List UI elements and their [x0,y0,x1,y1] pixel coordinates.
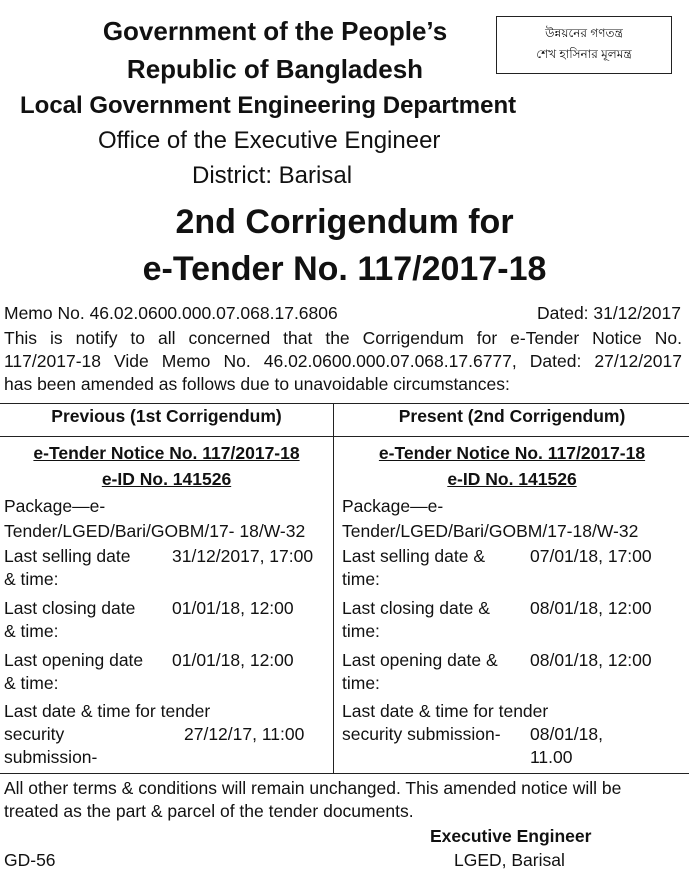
present-opening-label: Last opening date & [342,650,498,670]
government-title-line1: Government of the People’s [102,16,448,46]
table-column-divider [333,403,334,773]
table-header-border [0,436,689,437]
intro-line3: has been amended as follows due to unavoidable circumstances: [4,374,510,394]
slogan-line2: শেখ হাসিনার মূলমন্ত্র [536,47,632,61]
footer-line2: treated as the part & parcel of the tender documents. [4,801,414,821]
table-top-border [0,403,689,404]
present-opening-label-2: time: [342,673,380,693]
district-name: District: Barisal [192,162,353,189]
present-security-value: 08/01/18, [530,724,603,744]
department-name: Local Government Engineering Department [20,92,517,119]
present-security-label: Last date & time for tender [342,701,549,721]
present-selling-value: 07/01/18, 17:00 [530,546,652,566]
previous-eid: e-ID No. 141526 [101,469,232,489]
previous-opening-value: 01/01/18, 12:00 [172,650,294,670]
previous-security-label-2: security [4,724,65,744]
gd-number: GD-56 [4,850,56,870]
present-closing-label: Last closing date & [342,598,490,618]
previous-package-label: Package—e- [4,496,106,516]
previous-security-label: Last date & time for tender [4,701,211,721]
previous-closing-value: 01/01/18, 12:00 [172,598,294,618]
present-closing-label-2: time: [342,621,380,641]
signatory-office: LGED, Barisal [454,850,565,870]
previous-opening-label: Last opening date [4,650,144,670]
footer-line1: All other terms & conditions will remain unchanged. This amended notice will be [4,778,622,798]
previous-package-value: Tender/LGED/Bari/GOBM/17- 18/W-32 [4,521,306,541]
present-closing-value: 08/01/18, 12:00 [530,598,652,618]
present-package-value: Tender/LGED/Bari/GOBM/17-18/W-32 [342,521,639,541]
office-name: Office of the Executive Engineer [98,127,441,154]
present-selling-label: Last selling date & [342,546,486,566]
previous-notice-no: e-Tender Notice No. 117/2017-18 [33,443,300,463]
previous-column-heading: Previous (1st Corrigendum) [51,406,282,426]
corrigendum-table [0,403,689,773]
present-eid: e-ID No. 141526 [447,469,577,489]
present-column-heading: Present (2nd Corrigendum) [398,406,626,426]
slogan-line1: উন্নয়নের গণতন্ত্র [545,26,623,40]
intro-line2: 117/2017-18 Vide Memo No. 46.02.0600.000.07.068.17.6777, Dated: 27/12/2017 [4,351,682,371]
government-title-line2: Republic of Bangladesh [126,54,424,84]
memo-date: Dated: 31/12/2017 [536,303,681,323]
present-security-value-2: 11.00 [530,747,573,767]
signatory-title: Executive Engineer [430,826,592,846]
table-bottom-border [0,773,689,774]
previous-security-value: 27/12/17, 11:00 [184,724,305,744]
present-opening-value: 08/01/18, 12:00 [530,650,652,670]
present-notice-no: e-Tender Notice No. 117/2017-18 [378,443,646,463]
previous-security-label-3: submission- [4,747,98,767]
present-selling-label-2: time: [342,569,380,589]
previous-opening-label-2: & time: [4,673,59,693]
previous-selling-label: Last selling date [4,546,131,566]
present-package-label: Package—e- [342,496,444,516]
memo-number: Memo No. 46.02.0600.000.07.068.17.6806 [4,303,338,323]
slogan-box [496,16,672,74]
previous-selling-value: 31/12/2017, 17:00 [172,546,314,566]
intro-line1: This is notify to all concerned that the Corrigendum for e-Tender Notice No. [4,328,682,348]
corrigendum-title: 2nd Corrigendum for [175,203,514,241]
present-security-label-2: security submission- [342,724,501,744]
previous-closing-label-2: & time: [4,621,59,641]
previous-closing-label: Last closing date [4,598,136,618]
previous-selling-label-2: & time: [4,569,59,589]
tender-title: e-Tender No. 117/2017-18 [142,250,547,288]
